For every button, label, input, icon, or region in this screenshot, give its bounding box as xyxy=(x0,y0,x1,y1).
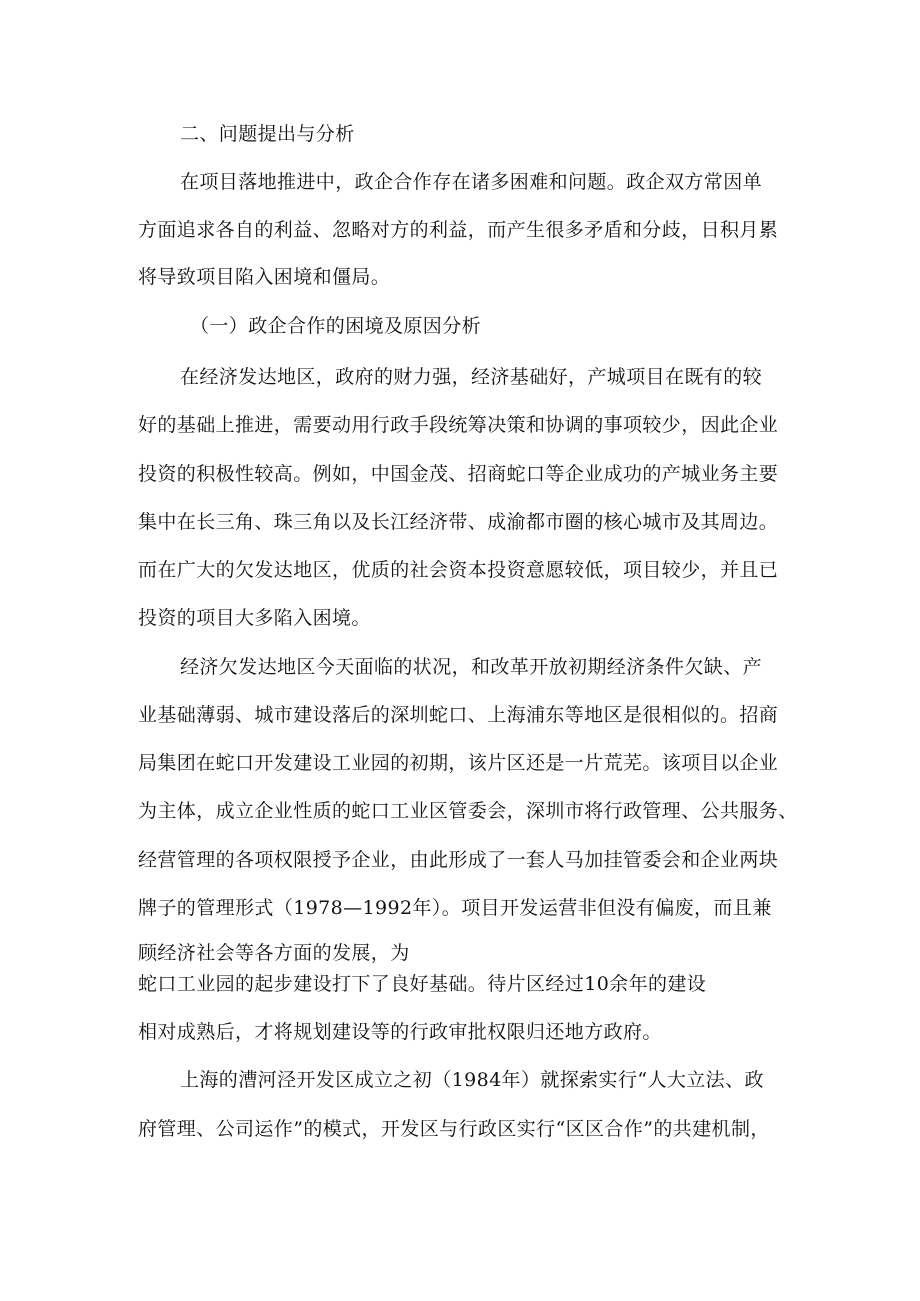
text-line: 将导致项目陷入困境和僵局。 xyxy=(138,266,391,288)
text-line: 经营管理的各项权限授予企业，由此形成了一套人马加挂管委会和企业两块 xyxy=(138,849,779,871)
text-line: 上海的漕河泾开发区成立之初（1984年）就探索实行“人大立法、政 xyxy=(180,1069,764,1091)
text-line: 经济欠发达地区今天面临的状况，和改革开放初期经济条件欠缺、产 xyxy=(180,656,763,678)
text-line: 蛇口工业园的起步建设打下了良好基础。待片区经过10余年的建设 xyxy=(138,973,707,995)
text-line: 府管理、公司运作”的模式，开发区与行政区实行“区区合作”的共建机制， xyxy=(138,1118,770,1140)
text-line: 而在广大的欠发达地区，优质的社会资本投资意愿较低，项目较少，并且已 xyxy=(138,559,779,581)
text-line: 牌子的管理形式（1978—1992年）。项目开发运营非但没有偏废，而且兼 xyxy=(138,897,772,919)
text-line: 顾经济社会等各方面的发展，为 xyxy=(138,942,410,964)
text-line: 相对成熟后，才将规划建设等的行政审批权限归还地方政府。 xyxy=(138,1021,662,1043)
text-line: 集中在长三角、珠三角以及长江经济带、成渝都市圈的核心城市及其周边。 xyxy=(138,511,779,533)
text-line: 投资的项目大多陷入困境。 xyxy=(138,607,371,629)
text-line: 为主体，成立企业性质的蛇口工业区管委会，深圳市将行政管理、公共服务、 xyxy=(138,800,798,822)
text-line: 投资的积极性较高。例如，中国金茂、招商蛇口等企业成功的产城业务主要 xyxy=(138,463,779,485)
text-line: 好的基础上推进，需要动用行政手段统筹决策和协调的事项较少，因此企业 xyxy=(138,414,779,436)
section-heading: 二、问题提出与分析 xyxy=(180,123,355,145)
text-line: 在项目落地推进中，政企合作存在诸多困难和问题。政企双方常因单 xyxy=(180,171,763,193)
text-line: 局集团在蛇口开发建设工业园的初期，该片区还是一片荒芜。该项目以企业 xyxy=(138,752,779,774)
text-line: 业基础薄弱、城市建设落后的深圳蛇口、上海浦东等地区是很相似的。招商 xyxy=(138,704,779,726)
subsection-heading: （一）政企合作的困境及原因分析 xyxy=(190,315,482,337)
text-line: 方面追求各自的利益、忽略对方的利益，而产生很多矛盾和分歧，日积月累 xyxy=(138,219,779,241)
text-line: 在经济发达地区，政府的财力强，经济基础好，产城项目在既有的较 xyxy=(180,366,763,388)
